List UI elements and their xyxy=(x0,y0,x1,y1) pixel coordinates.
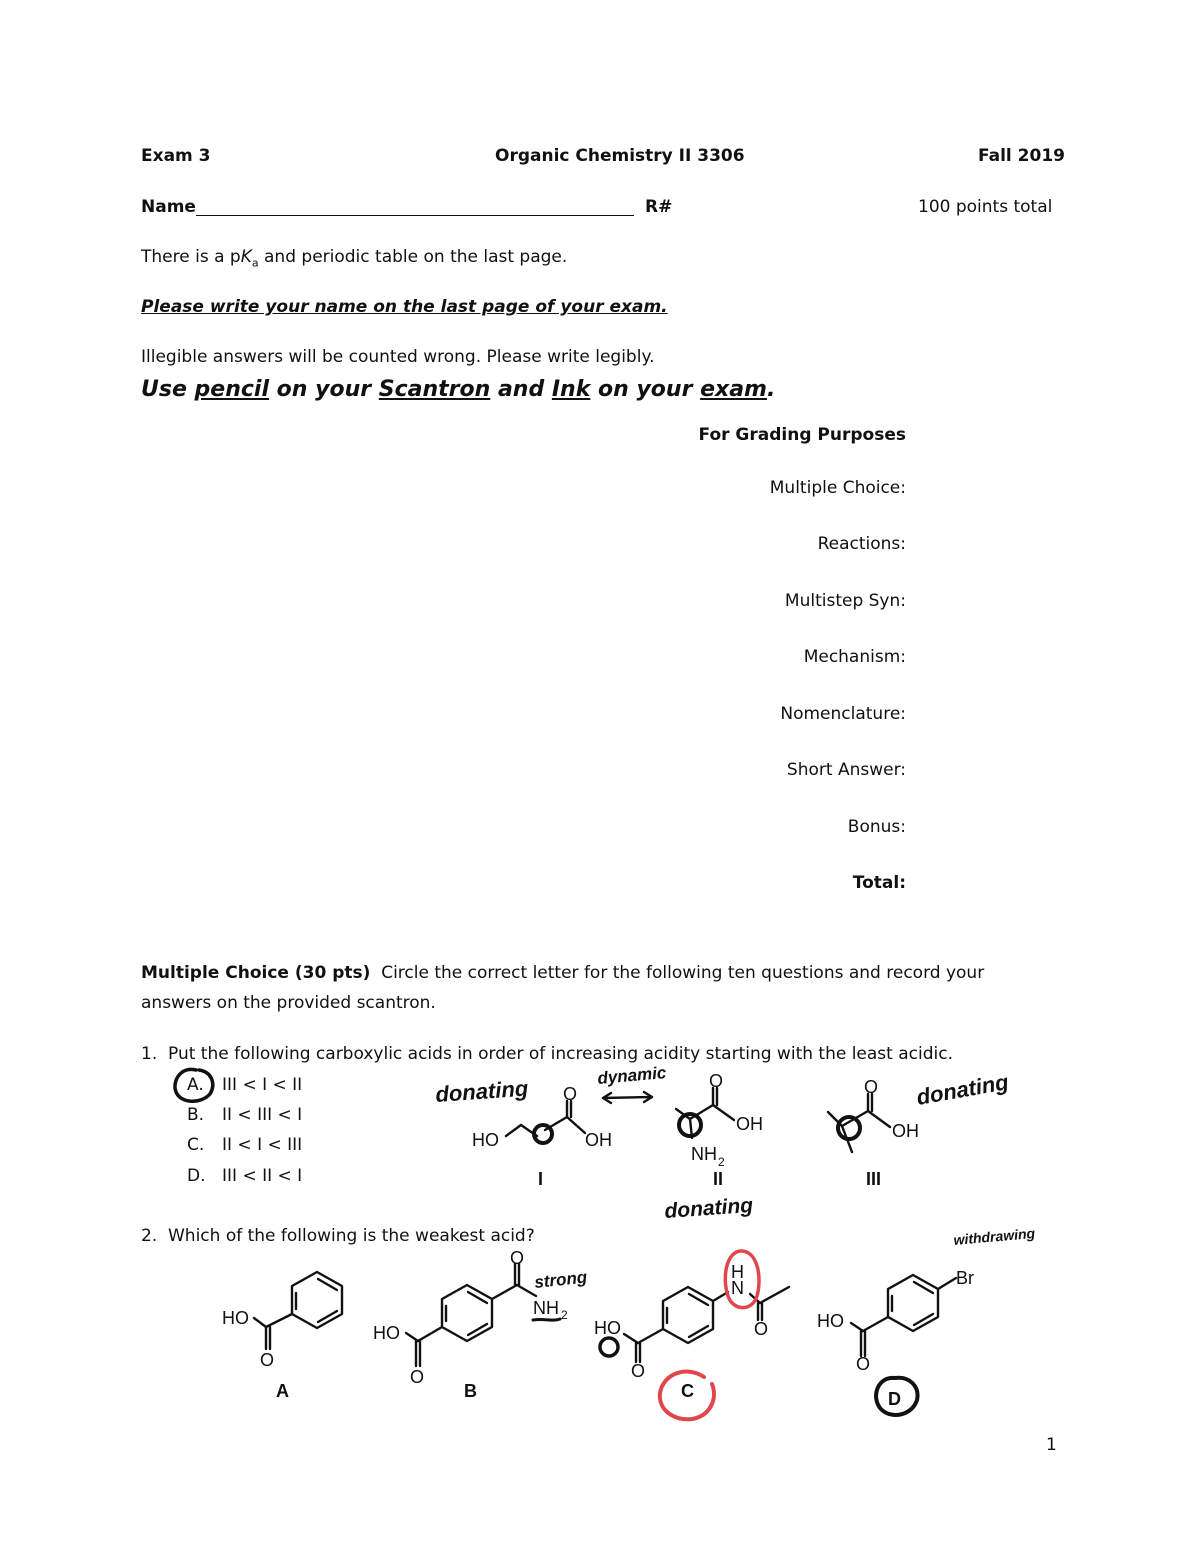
q2-b-sub2: 2 xyxy=(561,1308,568,1322)
q2-compound-b xyxy=(406,1264,536,1366)
q2-c-n: N xyxy=(731,1278,744,1298)
pka-note: There is a $pK_a$ and periodic table on the last page. xyxy=(141,247,568,270)
q2-number: 2. xyxy=(141,1226,158,1246)
write-name-note: Please write your name on the last page of your exam. xyxy=(141,297,668,317)
q2-c-o: O xyxy=(631,1361,646,1381)
course-title: Organic Chemistry II 3306 xyxy=(495,146,745,166)
q1-structure-i xyxy=(506,1101,585,1136)
q1-label-iii: III xyxy=(866,1169,882,1189)
q2-a-ho: HO xyxy=(222,1308,249,1328)
q1-answer-circle xyxy=(175,1069,213,1101)
q1-note-dynamic: dynamic xyxy=(596,1063,668,1088)
q2-b-o: O xyxy=(410,1367,425,1387)
q1-note-donating-1: donating xyxy=(434,1075,529,1107)
q1-arrow xyxy=(603,1092,652,1103)
q2-d-ho: HO xyxy=(817,1311,844,1331)
q2-c-ho: HO xyxy=(594,1318,621,1338)
exam-term: Fall 2019 xyxy=(978,146,1065,166)
q1-i-o: O xyxy=(563,1084,578,1104)
rnum-label: R# xyxy=(645,197,673,217)
grading-multistep: Multistep Syn: xyxy=(784,591,906,611)
grading-reactions: Reactions: xyxy=(817,534,906,554)
grading-total: Total: xyxy=(852,873,906,893)
q1-option-a-letter[interactable]: A. xyxy=(187,1075,204,1095)
q1-ii-nh: NH xyxy=(691,1144,717,1164)
q2-c-h: H xyxy=(731,1262,744,1282)
q2-text: Which of the following is the weakest acid? xyxy=(168,1226,535,1246)
grading-bonus: Bonus: xyxy=(847,817,906,837)
q2-underline-nh2 xyxy=(533,1319,560,1320)
grading-multiple-choice: Multiple Choice: xyxy=(769,478,906,498)
q2-label-c: C xyxy=(681,1381,694,1401)
q1-mark-circle-i xyxy=(534,1125,552,1143)
q1-option-a-text: III < I < II xyxy=(222,1075,303,1095)
q1-iii-o: O xyxy=(864,1077,879,1097)
q2-d-br: Br xyxy=(956,1268,974,1288)
q2-c-o-right: O xyxy=(754,1319,769,1339)
q1-note-donating-2: donating xyxy=(663,1193,754,1223)
q2-a-o: O xyxy=(260,1350,275,1370)
q1-note-donating-3: donating xyxy=(914,1069,1011,1110)
q1-i-ho: HO xyxy=(472,1130,499,1150)
points-total: 100 points total xyxy=(918,197,1053,217)
q2-d-o: O xyxy=(856,1354,871,1374)
q1-text: Put the following carboxylic acids in order of increasing acidity starting with the least acidic. xyxy=(168,1044,953,1064)
q1-label-ii: II xyxy=(713,1169,724,1189)
page-number: 1 xyxy=(1046,1435,1057,1455)
q2-label-d: D xyxy=(888,1389,901,1409)
q1-option-d-text: III < II < I xyxy=(222,1166,303,1186)
q2-b-o-top: O xyxy=(510,1248,525,1268)
name-label: Name xyxy=(141,197,196,217)
q1-option-c-text: II < I < III xyxy=(222,1135,303,1155)
q2-b-nh: NH xyxy=(533,1298,559,1318)
q2-label-b: B xyxy=(464,1381,477,1401)
q1-structure-ii xyxy=(676,1088,734,1138)
pencil-ink-note: Use pencil on your Scantron and Ink on your exam. xyxy=(141,377,776,402)
q2-label-a: A xyxy=(276,1381,289,1401)
grading-nomenclature: Nomenclature: xyxy=(780,704,906,724)
exam-number: Exam 3 xyxy=(141,146,211,166)
grading-title: For Grading Purposes xyxy=(698,425,906,445)
q2-note-strong: strong xyxy=(533,1267,589,1292)
mc-heading: Multiple Choice (30 pts) Circle the correct letter for the following ten questions and record your xyxy=(141,963,985,983)
q1-ii-o: O xyxy=(709,1071,724,1091)
q2-note-withdrawing: withdrawing xyxy=(952,1224,1036,1248)
q1-option-c-letter[interactable]: C. xyxy=(187,1135,205,1155)
q1-iii-oh: OH xyxy=(892,1121,919,1141)
q1-i-oh: OH xyxy=(585,1130,612,1150)
q1-option-d-letter[interactable]: D. xyxy=(187,1166,206,1186)
q1-ii-sub2: 2 xyxy=(718,1155,725,1169)
q2-b-ho: HO xyxy=(373,1323,400,1343)
illegible-note: Illegible answers will be counted wrong. Please write legibly. xyxy=(141,347,655,367)
grading-short-answer: Short Answer: xyxy=(786,760,906,780)
q1-option-b-letter[interactable]: B. xyxy=(187,1105,205,1125)
q2-compound-d xyxy=(851,1275,956,1356)
q1-ii-oh: OH xyxy=(736,1114,763,1134)
q1-mark-circle-iii xyxy=(838,1117,860,1139)
grading-mechanism: Mechanism: xyxy=(803,647,906,667)
q1-label-i: I xyxy=(538,1169,544,1189)
q2-mark-circle-ho xyxy=(600,1338,618,1356)
q1-number: 1. xyxy=(141,1044,158,1064)
mc-desc-line2: answers on the provided scantron. xyxy=(141,993,436,1013)
q1-option-b-text: II < III < I xyxy=(222,1105,303,1125)
q2-compound-a xyxy=(254,1272,342,1349)
